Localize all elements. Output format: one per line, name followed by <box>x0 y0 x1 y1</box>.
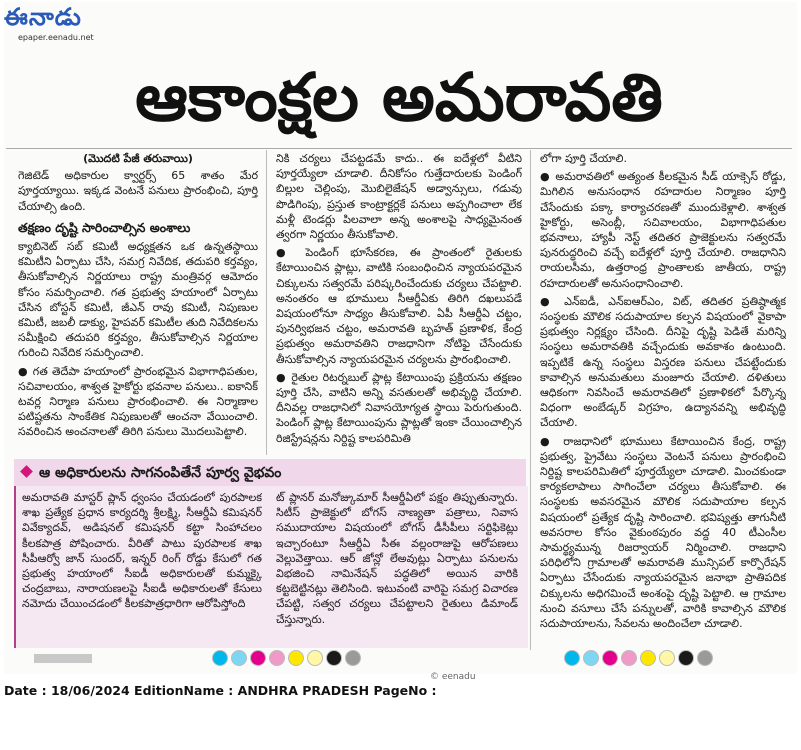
registration-dot <box>697 650 713 666</box>
paragraph-text: పెండింగ్ భూసేకరణ, ఈ ప్రాంతంలో రైతులకు కేటాయించిన ప్లాట్లు, వాటికి సంబంధించిన న్యాయపరమైన చిక్కులను సత్వరమే పరిష్కరించేందుకు చర్యలు చేపట్టాలి. అనంతరం ఆ భూములు సీఆర్డీఏకు తిరిగి దఖలుపడే విషయంలోనూ సాధ్యం తీసుకోవాలి. ఏపీ సీఆర్డీఏ చట్టం, పునర్విభజన చట్టం, అమరావతి బృహత్ ప్రణాళిక, కేంద్ర ప్రభుత్వం అమరావతిని రాజధానిగా నోటిఫై చేసేందుకు తీసుకోవాల్సిన న్యాయపరమైన చర్యలను ప్రారంభించాలి. <box>276 246 522 366</box>
bullet-icon: ● <box>540 170 556 184</box>
boxed-story-left <box>22 490 262 645</box>
paragraph: క్యాబినెట్ సబ్ కమిటీ అధ్యక్షతన ఒక ఉన్నతస్థాయి కమిటీని ఏర్పాటు చేసి, సమగ్ర నివేదిక, తదుపరి కర్తవ్యం, తీసుకోవాల్సిన నిర్ణయాలు రాష్ట్ర మంత్రివర్గ ఆమోదం కోసం సమర్పించాలి. గత ప్రభుత్వ హయాంలో ఏర్పాటు చేసిన బోస్టన్ కమిటీ, జీఎన్ రావు కమిటీ, నిపుణుల కమిటీ, జబలీ డాక్యు, హైపవర్ కమిటీల తుది నివేదికలను సమీక్షించి తదుపరి కర్తవ్యం, తీసుకోవాల్సిన నిర్ణయాల గురించి నివేదిక సమర్పించాలి. <box>18 240 258 360</box>
paragraph: అమరావతి మాస్టర్ ప్లాన్ ధ్వంసం చేయడంలో పురపాలక శాఖ ప్రత్యేక ప్రధాన కార్యదర్శి శ్రీలక్ష్మి, సీఆర్డీఏ కమిషనర్ వివేక్యాదవ్, అడిషనల్ కమిషనర్ కట్టా సింహాచలం కీలకపాత్ర పోషించారు. వీరితో పాటు పురపాలక శాఖ సీపీఆర్వో జాన్ సుందర్, ఇన్నర్ రింగ్ రోడ్డు కేసులో గత ప్రభుత్వ హయాంలో సీఐడీ అధికారులతో కుమ్మక్కై చంద్రబాబు, నారాయణలపై సీఐడీ అధికారులతో కేసులు నమోదు చేయించడంలో కీలకపాత్రధారిగా ఆరోపిస్తోంది <box>22 491 262 611</box>
registration-dot <box>269 650 285 666</box>
trailing-text: © eenadu <box>430 672 476 682</box>
paragraph <box>276 370 522 446</box>
bullet-icon: ● <box>18 364 33 378</box>
edition-footer: Date : 18/06/2024 EditionName : ANDHRA PRADESH PageNo : <box>4 683 437 698</box>
paragraph-text: ఎన్ఐడీ, ఎన్ఐఆర్ఎం, విట్, తదితర ప్రతిష్ఠాత్మక సంస్థలకు మౌలిక సదుపాయాల కల్పన విషయంలో వైకాపా ప్రభుత్వం నిర్లక్ష్యం చేసింది. దీనిపై దృష్టి పెడితే మరిన్ని సంస్థలు అమరావతికి వచ్చేందుకు అవకాశం ఉంటుంది. ఇప్పటికే ఉన్న సంస్థలు విస్తరణ పనులు చేపట్టేందుకు కావాల్సిన అనుమతులు మంజూరు చేయాలి. దళితులు ఆధికంగా నివసించే అమరావతిలో ప్రణాళికలో పేర్కొన్న విధంగా అంబేడ్కర్ విగ్రహం, ఉద్యానవన్ని అభివృద్ధి చేయాలి. <box>540 294 786 430</box>
registration-dot <box>231 650 247 666</box>
subheading: తక్షణం దృష్టి సారించాల్సిన అంశాలు <box>18 219 191 235</box>
registration-marks-right <box>564 650 716 666</box>
registration-dot <box>250 650 266 666</box>
headline: ఆకాంక్షల అమరావతి <box>135 59 663 136</box>
paragraph-text: రైతుల రిటర్నబుల్ ప్లాట్ల కేటాయింపు ప్రక్రియను తక్షణం పూర్తి చేసి, వాటిని అన్ని వసతులతో అభివృద్ధి చేయాలి. దీనివల్ల రాజధానిలో నివాసయోగ్యత స్థాయి పెరుగుతుంది. పెండింగ్ ప్లాట్ల కేటాయింపును ప్లాట్లతో ఇంకా చేయించాల్సిన రిజిస్ట్రేషన్లను నిర్దిష్ట కాలపరిమితి <box>276 370 522 445</box>
paragraph-text: రాజధానిలో భూములు కేటాయించిన కేంద్ర, రాష్ట్ర ప్రభుత్వ, ప్రైవేటు సంస్థలు వెంటనే పనులు ప్రారంభించి నిర్దిష్ట కాలపరిమితిలో పూర్తయ్యేలా చూడాలి. మించకుండా కార్యకలాపాలు సాగించేలా చర్యలు తీసుకోవాలి. ఈ సంస్థలకు అవసరమైన మౌలిక సదుపాయాల కల్పన విషయంలో ప్రత్యేక దృష్టి సారించాలి. భవిష్యత్తు తాగునీటి అవసరాల కోసం వైకుంఠపురం వద్ద 40 టీఎంసీల సామర్థ్యమున్న రిజర్వాయర్ నిర్మించాలి. రాజధాని పరిధిలోని గ్రామాలతో అమరావతి మున్సిపల్ కార్పొరేషన్ ఏర్పాటు చేసేందుకు న్యాయపరమైన జనాభా ప్రాతిపదిక చిక్కులను అధిగమించే అంశంపై దృష్టి పెట్టాలి. ఆ గ్రామాల నుంచి వసూలు చేసే పన్నులతో, వారికి కావాల్సిన మౌలిక సదుపాయాలను, సేవలను అందించేలా చూడాలి. <box>540 434 786 631</box>
registration-dot <box>345 650 361 666</box>
color-dots <box>564 650 716 666</box>
paragraph: లోగా పూర్తి చేయాలి. <box>540 152 627 165</box>
column-1 <box>18 151 258 456</box>
headline-rule <box>6 148 792 149</box>
registration-dot <box>212 650 228 666</box>
column-2 <box>276 151 522 456</box>
registration-dot <box>659 650 675 666</box>
continued-label: (మొదటి పేజీ తరువాయి) <box>83 152 193 165</box>
diamond-icon <box>20 465 33 478</box>
paragraph: గెజిటెడ్ అధికారుల క్వార్టర్స్ 65 శాతం మేర పూర్తయ్యాయి. ఇక్కడ వెంటనే పనులు ప్రారంభించి, పూర్తి చేయాల్సి ఉంది. <box>18 169 258 213</box>
registration-dot <box>326 650 342 666</box>
column-divider <box>530 150 531 650</box>
paragraph <box>18 364 258 440</box>
paragraph: నికి చర్యలు చేపట్టడమే కాదు.. ఈ ఐదేళ్లలో వీటిని పూర్తయ్యేలా చూడాలి. దీనికోసం గుత్తేదారులకు పెండింగ్ బిల్లుల చెల్లింపు, మొబిలైజేషన్ అడ్వాన్సులు, గడువు పొడిగింపు, ప్రస్తుత కాంట్రాక్టర్లకే పనులు అప్పగించాలా లేక మళ్లీ టెండర్లు పిలవాలా అన్న అంశాలపై సాధ్యమైనంత త్వరగా నిర్ణయం తీసుకోవాలి. <box>276 152 522 242</box>
column-3 <box>540 151 786 645</box>
boxed-story-title <box>20 460 281 486</box>
registration-marks-left <box>34 650 364 666</box>
registration-dot <box>288 650 304 666</box>
registration-dot <box>621 650 637 666</box>
paragraph-text: గత తెదేపా హయాంలో ప్రారంభమైన విభాగాధిపతుల, సచివాలయం, శాశ్వత హైకోర్టు భవనాల పనులు.. ఐకానిక్ టవర్ల నిర్మాణ పనులు ప్రారంభించాలి. ఈ నిర్మాణాల పటిష్టతను సాంకేతిక నిపుణులతో ఆంచనా వేయించాలి. సవరించిన అంచనాలతో తిరిగి పనులు మొదలుపెట్టాలి. <box>18 364 258 439</box>
color-dots <box>212 650 364 666</box>
paragraph <box>540 169 786 291</box>
logo-url: epaper.eenadu.net <box>18 33 94 42</box>
eenadu-logo: ఈనాడు <box>4 2 82 31</box>
bullet-icon: ● <box>540 434 564 448</box>
paragraph <box>540 294 786 431</box>
paragraph-text: అమరావతిలో అత్యంత కీలకమైన సీడ్ యాక్సెస్ రోడ్డు, మిగిలిన అనుసంధాన రహదారుల నిర్మాణం పూర్తి చేసేందుకు పక్కా కార్యాచరణతో ముందుకెళ్లాలి. శాశ్వత హైకోర్టు, అసెంబ్లీ, సచివాలయం, విభాగాధిపతుల భవనాలు, హ్యాపీ నెస్ట్ తదితర ప్రాజెక్టులను సత్వరమే పునరుద్ధరించి వచ్చే ఐదేళ్లలో పూర్తి చేయాలి. రాజధానిని రాయలసీమ, ఉత్తరాంధ్ర ప్రాంతాలకు జాతీయ, రాష్ట్ర రహదారులతో అనుసంధానించాలి. <box>540 170 786 290</box>
paragraph <box>276 245 522 367</box>
bullet-icon: ● <box>276 370 292 384</box>
boxed-story-title-text: ఆ అధికారులను సాగనంపితేనే పూర్వ వైభవం <box>39 465 282 481</box>
paragraph <box>540 434 786 632</box>
registration-bar <box>34 654 92 663</box>
registration-dot <box>564 650 580 666</box>
bullet-icon: ● <box>540 294 565 308</box>
registration-dot <box>307 650 323 666</box>
registration-dot <box>583 650 599 666</box>
bullet-icon: ● <box>276 246 306 260</box>
column-divider <box>266 150 267 455</box>
boxed-story-right <box>276 490 518 645</box>
registration-dot <box>640 650 656 666</box>
paragraph: ట్ ప్లానర్ మనోజ్కుమార్ సీఆర్డీఏలో పక్షం తిప్పుతున్నారు. సిటీస్ ప్రాజెక్టులో బోగస్ నాణ్యతా పత్రాలు, నివాస సముదాయాల విషయంలో బోగస్ డీసీపీలు సర్టిఫికెట్లు ఇచ్చారంటూ సీఆర్డీఏ సీఈ వల్లంరాజుపై ఆరోపణలు వెల్లువెత్తాయి. ఆర్ జోన్లో లేఅవుట్లు ఏర్పాటు పనులను విభజించి నామినేషన్ పద్ధతిలో అయిన వారికి కట్టబెట్టినట్లు తెలిసింది. ఇటువంటి వారిపై సమగ్ర విచారణ చేపట్టి, సత్వర చర్యలు చేపట్టాలని రైతులు డిమాండ్ చేస్తున్నారు. <box>276 491 518 626</box>
registration-dot <box>602 650 618 666</box>
registration-dot <box>678 650 694 666</box>
